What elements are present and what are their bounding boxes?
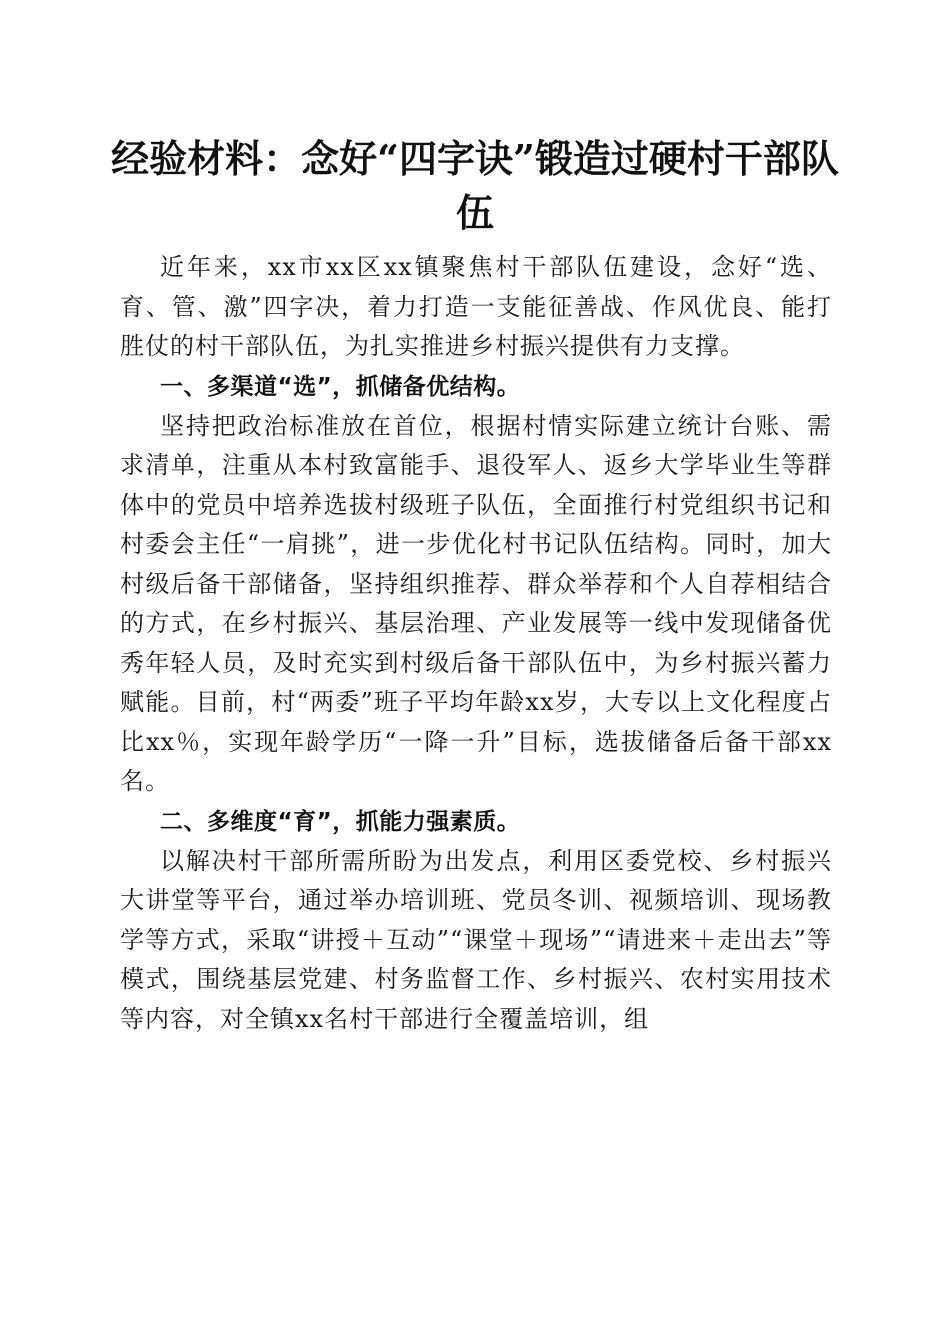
document-body xyxy=(120,248,832,1039)
section-select-paragraph: 坚持把政治标准放在首位，根据村情实际建立统计台账、需求清单，注重从本村致富能手、退役军人、返乡大学毕业生等群体中的党员中培养选拔村级班子队伍，全面推行村党组织书记和村委会主任“一肩挑”，进一步优化村书记队伍结构。同时，加大村级后备干部储备，坚持组织推荐、群众举荐和个人自荐相结合的方式，在乡村振兴、基层治理、产业发展等一线中发现储备优秀年轻人员，及时充实到村级后备干部队伍中，为乡村振兴蓄力赋能。目前，村“两委”班子平均年龄xx岁，大专以上文化程度占比xx％，实现年龄学历“一降一升”目标，选拔储备后备干部xx名。 xyxy=(120,411,832,795)
intro-paragraph: 近年来，xx市xx区xx镇聚焦村干部队伍建设，念好“选、育、管、激”四字决，着力打造一支能征善战、作风优良、能打胜仗的村干部队伍，为扎实推进乡村振兴提供有力支撑。 xyxy=(120,253,832,360)
document-title: 经验材料：念好“四字诀”锻造过硬村干部队伍 xyxy=(111,136,839,235)
section-heading-cultivate: 二、多维度“育”，抓能力强素质。 xyxy=(160,808,521,835)
section-cultivate-paragraph: 以解决村干部所需所盼为出发点，利用区委党校、乡村振兴大讲堂等平台，通过举办培训班、党员冬训、视频培训、现场教学等方式，采取“讲授＋互动”“课堂＋现场”“请进来＋走出去”等模式，围绕基层党建、村务监督工作、乡村振兴、农村实用技术等内容，对全镇xx名村干部进行全覆盖培训，组 xyxy=(120,846,832,1033)
section-heading-select: 一、多渠道“选”，抓储备优结构。 xyxy=(160,373,521,400)
